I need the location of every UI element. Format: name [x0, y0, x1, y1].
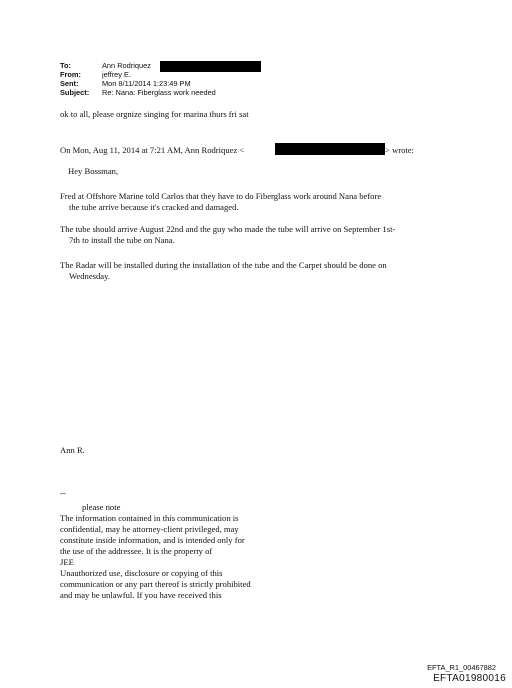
subject-value: Re: Nana: Fiberglass work needed	[102, 88, 216, 97]
from-label: From:	[60, 70, 81, 79]
paragraph-line: Fred at Offshore Marine told Carlos that they have to do Fiberglass work around Nana before	[60, 191, 382, 201]
redaction-to-email	[160, 61, 261, 72]
subject-label: Subject:	[60, 88, 90, 97]
body-paragraph-1	[60, 191, 381, 213]
disclaimer-line: The information contained in this communication is	[60, 513, 239, 523]
sent-value: Mon 8/11/2014 1:23:49 PM	[102, 79, 191, 88]
disclaimer-line: confidential, may be attorney-client privileged, may	[60, 524, 239, 534]
to-value: Ann Rodriquez	[102, 61, 151, 70]
paragraph-line: The Radar will be installed during the installation of the tube and the Carpet should be done on	[60, 260, 387, 270]
sent-label: Sent:	[60, 79, 79, 88]
quote-intro: On Mon, Aug 11, 2014 at 7:21 AM, Ann Rodriquez <	[60, 145, 245, 155]
from-value: jeffrey E.	[102, 70, 132, 79]
greeting: Hey Bossman,	[68, 166, 119, 176]
paragraph-line: Wednesday.	[69, 271, 110, 281]
disclaimer-line: and may be unlawful. If you have received this	[60, 590, 222, 600]
disclaimer-line: constitute inside information, and is intended only for	[60, 535, 245, 545]
bates-number-2: EFTA01980016	[433, 673, 506, 684]
signature-separator: --	[60, 488, 66, 498]
bates-number-1: EFTA_R1_00467882	[427, 663, 496, 672]
disclaimer-line: Unauthorized use, disclosure or copying of this	[60, 568, 223, 578]
reply-line: ok to all, please orgnize singing for marina thurs fri sat	[60, 109, 249, 119]
redaction-sender-email	[275, 143, 385, 155]
quote-wrote: > wrote:	[385, 145, 414, 155]
body-paragraph-2	[60, 224, 395, 246]
disclaimer-block	[60, 502, 251, 601]
paragraph-line: 7th to install the tube on Nana.	[69, 235, 175, 245]
to-label: To:	[60, 61, 71, 70]
disclaimer-title: please note	[82, 502, 121, 512]
paragraph-line: The tube should arrive August 22nd and the guy who made the tube will arrive on September 1st-	[60, 224, 396, 234]
body-paragraph-3	[60, 260, 387, 282]
disclaimer-line: the use of the addressee. It is the property of	[60, 546, 213, 556]
disclaimer-line: JEE	[60, 557, 74, 567]
signature: Ann R.	[60, 445, 85, 455]
disclaimer-line: communication or any part thereof is strictly prohibited	[60, 579, 251, 589]
paragraph-line: the tube arrive because it's cracked and damaged.	[69, 202, 239, 212]
